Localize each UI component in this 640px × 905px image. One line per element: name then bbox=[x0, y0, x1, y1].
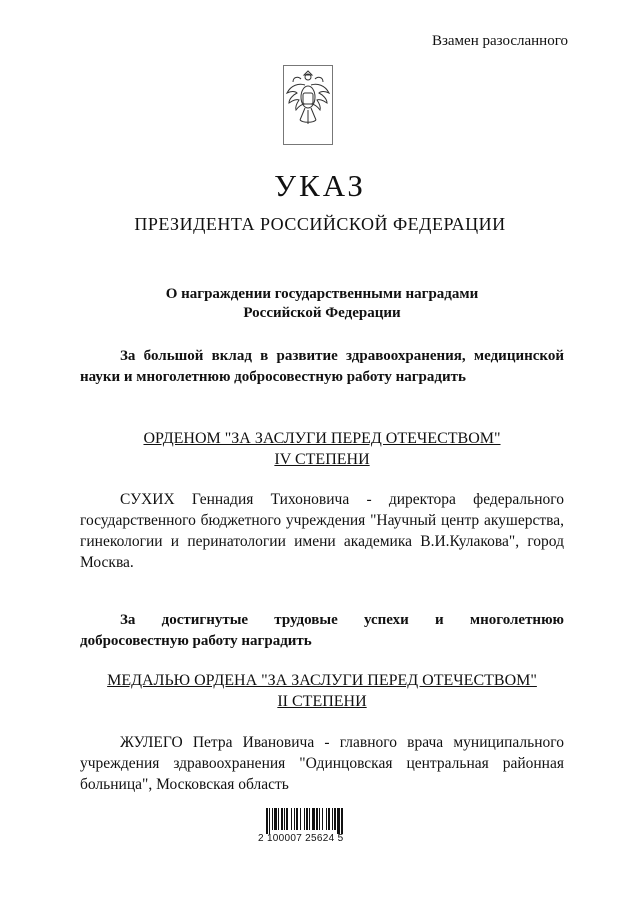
section2-person: ЖУЛЕГО Петра Ивановича - главного врача муниципального учреждения здравоохранения "Одинцовская центральная районная больница", Московская область bbox=[80, 734, 564, 793]
section2-intro: За достигнутые трудовые успехи и многолетнюю добросовестную работу наградить bbox=[80, 612, 564, 649]
corner-note: Взамен разосланного bbox=[431, 33, 568, 49]
section2-award-line2: II СТЕПЕНИ bbox=[277, 693, 367, 710]
section2-award bbox=[80, 670, 564, 712]
section1-intro: За большой вклад в развитие здравоохранения, медицинской науки и многолетнюю добросовестную работу наградить bbox=[80, 348, 564, 385]
barcode-number: 2 100007 25624 5 bbox=[258, 833, 344, 844]
section1-award bbox=[80, 428, 564, 470]
section2-award-line1: МЕДАЛЬЮ ОРДЕНА "ЗА ЗАСЛУГИ ПЕРЕД ОТЕЧЕСТВОМ" bbox=[107, 672, 537, 689]
decree-heading-line2: Российской Федерации bbox=[243, 305, 401, 321]
section1-award-line1: ОРДЕНОМ "ЗА ЗАСЛУГИ ПЕРЕД ОТЕЧЕСТВОМ" bbox=[143, 430, 501, 447]
document-subtitle: ПРЕЗИДЕНТА РОССИЙСКОЙ ФЕДЕРАЦИИ bbox=[134, 214, 506, 234]
coat-of-arms-emblem bbox=[283, 65, 333, 145]
section1-person: СУХИХ Геннадия Тихоновича - директора федерального государственного бюджетного учреждения "Научный центр акушерства, гинекологии и перинатологии имени академика В.И.Кулакова", город Москва. bbox=[80, 491, 564, 571]
document-title: УКАЗ bbox=[274, 168, 366, 203]
section1-award-line2: IV СТЕПЕНИ bbox=[274, 451, 370, 468]
decree-heading-line1: О награждении государственными наградами bbox=[165, 286, 479, 302]
barcode-image bbox=[264, 808, 374, 834]
decree-heading bbox=[80, 285, 564, 323]
